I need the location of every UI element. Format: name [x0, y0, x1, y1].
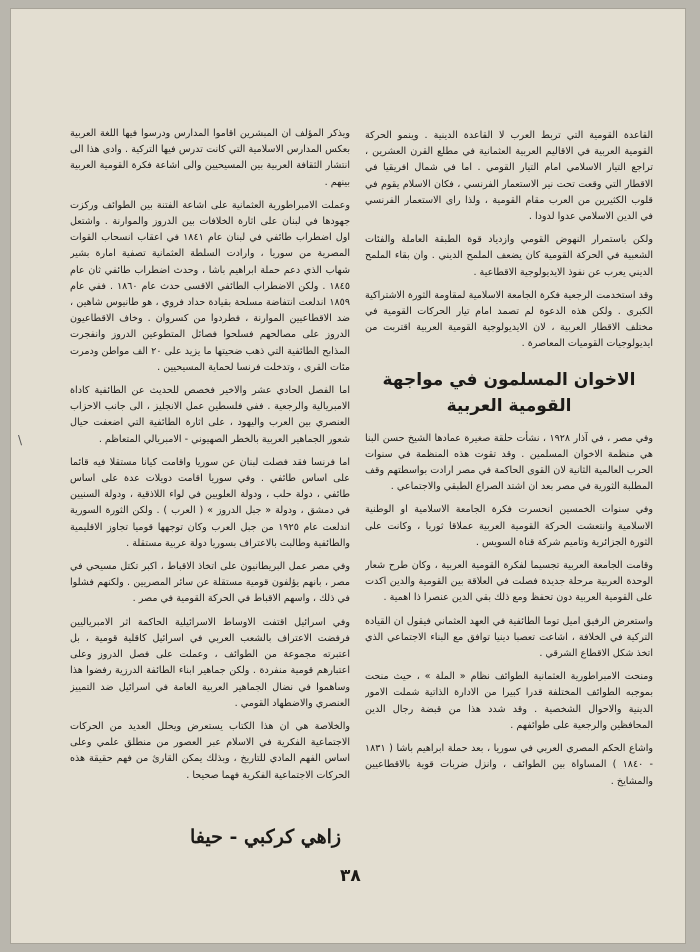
- paragraph: واشاع الحكم المصري العربي في سوريا ، بعد حملة ابراهيم باشا ( ١٨٣١ - ١٨٤٠ ) المساواة بين الطوائف ، وانزل ضربات قوية بالاقطاعيين والمشايخ .: [365, 743, 653, 787]
- magazine-page: [10, 8, 686, 944]
- paragraph: ولكن باستمرار النهوض القومي وازدياد قوة الطبقة العاملة والفئات الشعبية في الحركة القومية كان يضعف الملمح الديني . وان بقاء الملمح الديني يعرب عن نفوذ الايديولوجية الاقطاعية .: [365, 234, 653, 278]
- paragraph: اما فرنسا فقد فصلت لبنان عن سوريا واقامت كيانا مستقلا فيه قائما على اساس طائفي . وفي سوريا اقامت دويلات عدة على اساس طائفي ، دولة حلب ، ودولة العلويين في لواء اللاذقية ، ودولة السنيين في دمشق ، ودولة « جبل الدروز » ( العرب ) . ولكن الثورة السورية اندلعت عام ١٩٢٥ من جبل العرب وكان توجهها قوميا تجاوز الاقليمية والطائفية وطالبت بالاعتراف بسوريا دولة عربية مستقلة .: [70, 456, 350, 549]
- right-column: [365, 128, 653, 848]
- paragraph: وفي اسرائيل اقتفت الاوساط الاسرائيلية الحاكمة اثر الامبرياليين فرفضت الاعتراف بالشعب العربي في اسرائيل كاقلية قومية ، بل اعتبرته مجموعة من الطوائف ، وعملت على فصل الدروز وعلى اعتبارهم قومية منفردة . ولكن جماهير ابناء الطائفة الدرزية رفضوا هذا وساهموا في نضال الجماهير العربية العامة في اسرائيل ضد التمييز العنصري والاضطهاد القومي .: [70, 616, 350, 709]
- section-heading-line: القومية العربية: [446, 395, 572, 416]
- paragraph: وفي مصر عمل البريطانيون على اتخاذ الاقباط ، اكبر تكتل مسيحي في مصر ، بانهم يؤلفون قومية مستقلة عن سائر المصريين . ولكنهم فشلوا في ذلك ، واسهم الاقباط في الحركة القومية في مصر .: [70, 561, 350, 605]
- section-heading: [365, 367, 653, 419]
- paragraph: ومنحت الامبراطورية العثمانية الطوائف نظام « الملة » ، حيث منحت بموجبه الطوائف المختلفة قدرا كبيرا من الادارة الذاتية شملت الامور الدينية والاحوال الشخصية . وقد شدد هذا من قبضة رجال الدين المحافظين والرجعية على طوائفهم .: [365, 671, 653, 731]
- paragraph: وقد استخدمت الرجعية فكرة الجامعة الاسلامية لمقاومة الثورة الاشتراكية الكبرى . ولكن هذه الدعوة لم تصمد امام تيار الحركات القومية في مختلف الاقطار العربية ، لان الايديولوجية القومية العربية اقتربت من ايديولوجيات القوميات المعاصرة .: [365, 289, 653, 350]
- page-number: ٣٨: [340, 866, 361, 886]
- paragraph: واستعرض الرفيق اميل توما الطائفية في العهد العثماني فيقول ان القيادة التركية في الخلافة ، اشاعت تعصبا دينيا توافق مع البناء الاجتماعي الذي اتخذ شكل الاقطاع الشرقي .: [365, 615, 653, 660]
- paragraph: القاعدة القومية التي تربط العرب لا القاعدة الدينية . وينمو الحركة القومية العربية في الاقاليم العربية العثمانية في مطلع القرن العشرين ، تراجع التيار الاسلامي امام التيار القومي . اما في شمال افريقيا في الاقطار التي وقعت تحت نير الاستعمار الفرنسي ، فكان الاسلام يقوم في قلوب الكثيرين من العرب مقام القومية ، ولذا راى الاستعمار الفرنسي في الدين الاسلامي عدوا لدودا .: [365, 130, 653, 223]
- paragraph: والخلاصة هي ان هذا الكتاب يستعرض ويحلل العديد من الحركات الاجتماعية الفكرية في الاسلام عبر العصور من منطلق علمي وعلى اساس الفهم المادي للتاريخ ، وبذلك يمكن القارئ من فهم حقيقة هذه الحركات الاجتماعية الفكرية فهما صحيحا .: [70, 720, 350, 781]
- section-heading-line: الاخوان المسلمون في مواجهة: [382, 369, 636, 390]
- paragraph: وفي سنوات الخمسين انحسرت فكرة الجامعة الاسلامية او الوطنية الاسلامية وانتعشت الحركة القومية العربية عملاقا ثوريا ، وكانت على الثورة الجزائرية وتاميم شركة قناة السويس .: [365, 504, 653, 548]
- paragraph: اما الفصل الحادي عشر والاخير فخصص للحديث عن الطائفية كاداة الامبريالية والرجعية . ففي فلسطين عمل الانجليز ، الى جانب الاحزاب العنصري بين العرب واليهود ، على اثارة الطائفية التي اضعفت حيال شعور الجماهير العربية بالخطر الصهيوني - الامبريالي المتعاظم .: [70, 385, 350, 445]
- paragraph: وعملت الامبراطورية العثمانية على اشاعة الفتنة بين الطوائف وركزت جهودها في لبنان على اثارة الخلافات بين الدروز والموارنة . واشتعل اول اضطراب طائفي في لبنان عام ١٨٤١ في اعقاب انسحاب القوات المصرية من سوريا ، وارادت السلطة العثمانية تصفية امارة بشير شهاب الذي دعم حملة ابراهيم باشا ، وحدث اضطراب طائفي ثان عام ١٨٤٥ . ولكن الاضطراب الطائفي الاقسى حدث عام ١٨٦٠ . ففي عام ١٨٥٩ اندلعت انتفاضة مسلحة بقيادة حداد فروي ، هو طانيوس شاهين ، ضد الاقطاعيين الموارنة ، فطردوا من كسروان . وخاف الاقطاعيون الدروز على مصالحهم فسلحوا فصائل المتطوعين الدروز وانفجرت المذابح الطائفية التي ذهب ضحيتها ما يزيد على ٢٠ الف مواطن ودمرت مئات القرى ، وتدخلت فرنسا لحماية المسيحيين .: [70, 199, 350, 373]
- author-signature: زاهي كركبي - حيفا: [190, 826, 342, 848]
- paragraph: وقامت الجامعة العربية تجسيما لفكرة القومية العربية ، وكان طرح شعار الوحدة العربية مرحلة جديدة فصلت في العلاقة بين القومية والدين اكدت على القومية العربية دون تحفظ ومع ذلك بقي الدين عنصرا ذا اهمية .: [365, 560, 653, 604]
- paragraph: ويذكر المؤلف ان المبشرين اقاموا المدارس ودرسوا فيها اللغة العربية بعكس المدارس الاسلامية التي كانت تدرس فيها التركية . وادى هذا الى انتشار الثقافة العربية بين المسيحيين والى اشاعة فكرة القومية العربية بينهم .: [70, 128, 350, 188]
- paragraph: وفي مصر ، في آذار ١٩٢٨ ، نشأت حلقة صغيرة عمادها الشيخ حسن البنا هي منظمة الاخوان المسلمين . وقد تقوت هذه المنظمة في سنوات الحرب العالمية الثانية لان القوى الحاكمة في مصر ارادت بواسطتهم وقف المطلبة الثورية في مصر بعد ان اشتد الصراع الطبقي والاجتماعي .: [365, 432, 653, 493]
- margin-mark: \: [18, 433, 23, 447]
- left-column: [70, 126, 350, 826]
